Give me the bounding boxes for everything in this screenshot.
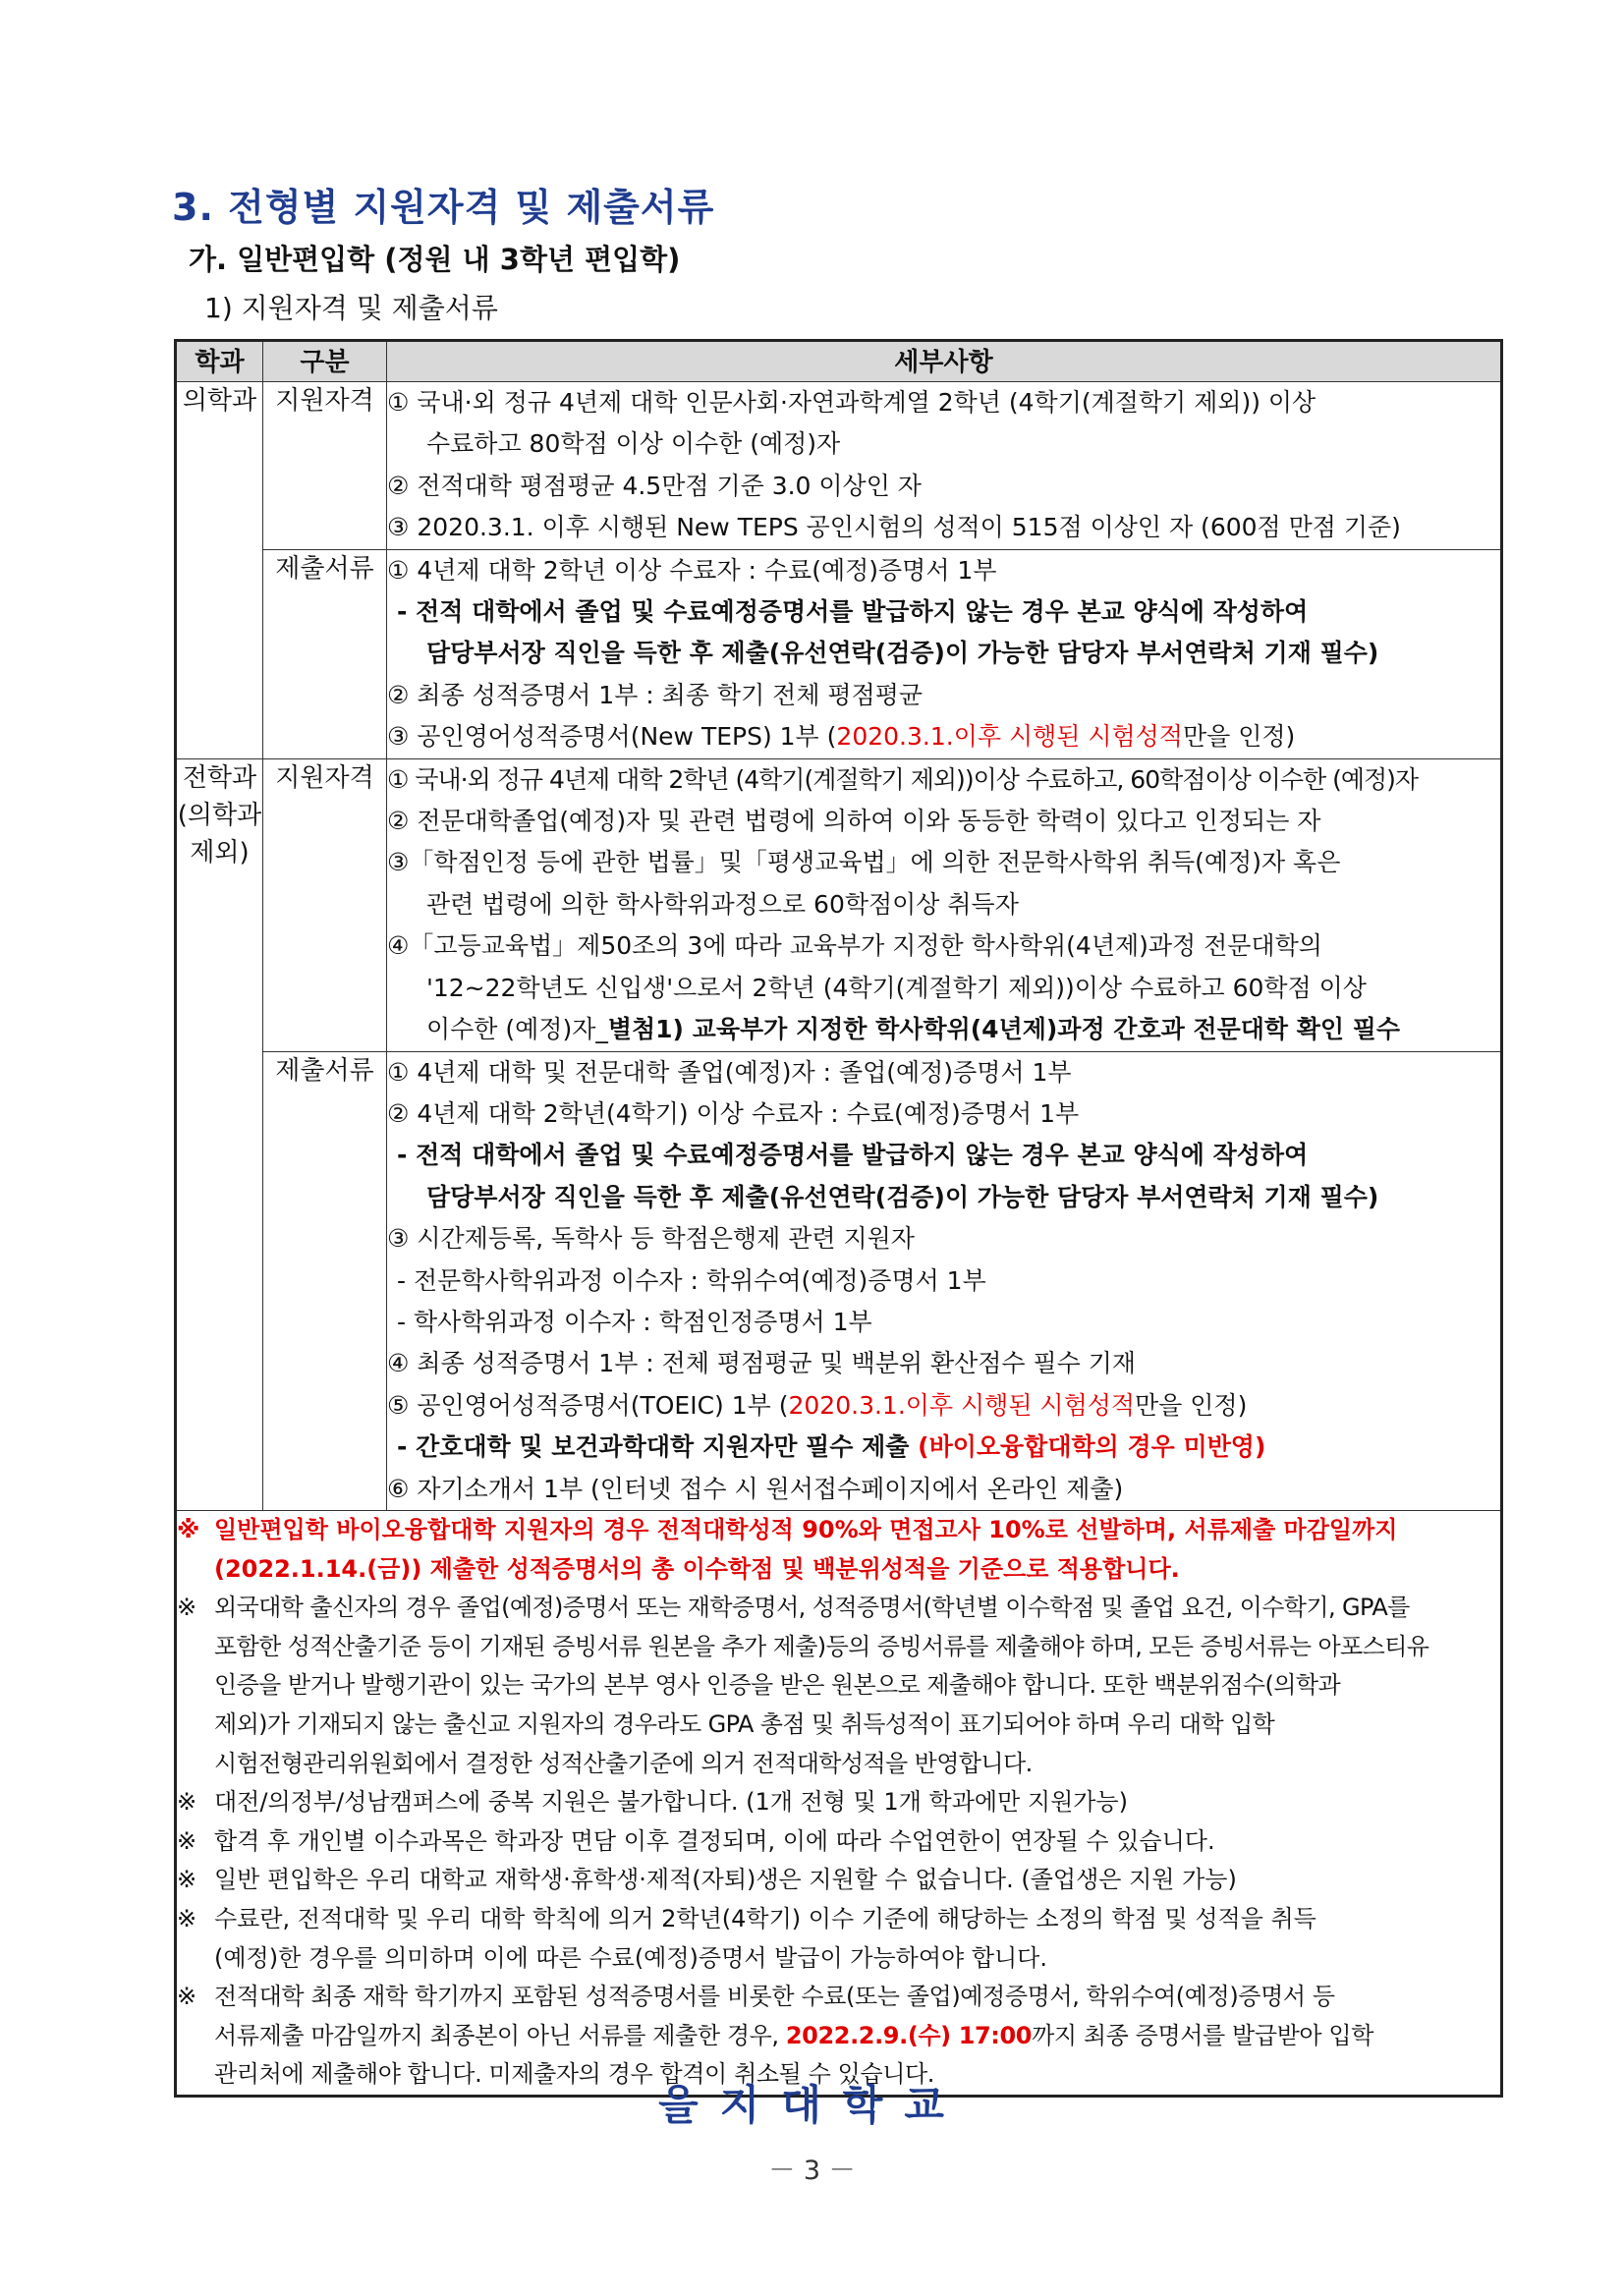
dept-line: 제외) xyxy=(190,837,250,868)
note-mark: ※ xyxy=(177,1904,197,1932)
note-line: 시험전형관리위원회에서 결정한 성적산출기준에 의거 전적대학성적을 반영합니다. xyxy=(214,1749,1033,1777)
note-line: 일반편입학 바이오융합대학 지원자의 경우 전적대학성적 90%와 면접고사 10%로 선발하며, 서류제출 마감일까지 xyxy=(214,1515,1398,1543)
bold-text: 별첨1) 교육부가 지정한 학사학위(4년제)과정 간호과 전문대학 확인 필수 xyxy=(607,1015,1401,1044)
header-dept: 학과 xyxy=(176,341,263,382)
note-mark: ※ xyxy=(177,1983,197,2011)
detail-line: - 전적 대학에서 졸업 및 수료예정증명서를 발급하지 않는 경우 본교 양식에 작성하여 xyxy=(397,1141,1309,1170)
section-subtitle: 가. 일반편입학 (정원 내 3학년 편입학) xyxy=(189,243,681,276)
table-row xyxy=(176,382,1502,550)
note-line xyxy=(214,2017,1500,2056)
detail-line: 수료하고 80학점 이상 이수한 (예정)자 xyxy=(426,429,841,459)
highlight-text: (바이오융합대학의 경우 미반영) xyxy=(918,1432,1266,1462)
note-text: 서류제출 마감일까지 최종본이 아닌 서류를 제출한 경우, xyxy=(214,2021,786,2049)
detail-line: ① 4년제 대학 및 전문대학 졸업(예정)자 : 졸업(예정)증명서 1부 xyxy=(387,1057,1072,1087)
detail-line: ⑥ 자기소개서 1부 (인터넷 접수 시 원서접수페이지에서 온라인 제출) xyxy=(387,1474,1124,1503)
note-text: 까지 최종 증명서를 발급받아 입학 xyxy=(1032,2021,1373,2049)
bold-text: - 간호대학 및 보건과학대학 지원자만 필수 제출 xyxy=(397,1432,919,1462)
note-item xyxy=(177,1900,1500,1978)
dept-medicine: 의학과 xyxy=(176,382,263,759)
detail-line xyxy=(387,1009,1500,1050)
detail-text: 만을 인정) xyxy=(1135,1390,1248,1420)
note-line: 제외)가 기재되지 않는 출신교 지원자의 경우라도 GPA 총점 및 취득성적이 표기되어야 하며 우리 대학 입학 xyxy=(214,1709,1275,1738)
page-number: － 3 － xyxy=(768,2156,856,2186)
category-qualification: 지원자격 xyxy=(263,758,387,1051)
qualification-table xyxy=(174,339,1503,2098)
detail-text: ③ 공인영어성적증명서(New TEPS) 1부 ( xyxy=(387,722,837,752)
notes-row xyxy=(176,1510,1502,2096)
note-mark: ※ xyxy=(177,1866,197,1894)
note-mark: ※ xyxy=(177,1594,197,1622)
note-line: 포함한 성적산출기준 등이 기재된 증빙서류 원본을 추가 제출)등의 증빙서류를 제출해야 하며, 모든 증빙서류는 아포스티유 xyxy=(214,1632,1429,1660)
note-line: 전적대학 최종 재학 학기까지 포함된 성적증명서를 비롯한 수료(또는 졸업)예정증명서, 학위수여(예정)증명서 등 xyxy=(214,1983,1335,2011)
category-documents: 제출서류 xyxy=(263,549,387,758)
note-line: 외국대학 출신자의 경우 졸업(예정)증명서 또는 재학증명서, 성적증명서(학년별 이수학점 및 졸업 요건, 이수학기, GPA를 xyxy=(214,1594,1410,1622)
note-item xyxy=(177,1589,1500,1783)
note-line: (예정)한 경우를 의미하며 이에 따른 수료(예정)증명서 발급이 가능하여야 합니다. xyxy=(214,1943,1047,1972)
note-line: 인증을 받거나 발행기관이 있는 국가의 본부 영사 인증을 받은 원본으로 제출해야 합니다. 또한 백분위점수(의학과 xyxy=(214,1671,1341,1700)
dept-all-except-medicine xyxy=(176,758,263,1510)
detail-line: ③「학점인정 등에 관한 법률」및「평생교육법」에 의한 전문학사학위 취득(예정)자 혹은 xyxy=(387,848,1341,877)
detail-line: - 전문학사학위과정 이수자 : 학위수여(예정)증명서 1부 xyxy=(397,1265,986,1295)
table-row xyxy=(176,758,1502,1051)
subsection-title: 1) 지원자격 및 제출서류 xyxy=(204,292,498,324)
detail-line: - 전적 대학에서 졸업 및 수료예정증명서를 발급하지 않는 경우 본교 양식에 작성하여 xyxy=(397,597,1309,627)
note-mark: ※ xyxy=(177,1515,200,1543)
detail-line: 담당부서장 직인을 득한 후 제출(유선연락(검증)이 가능한 담당자 부서연락처 기재 필수) xyxy=(426,1182,1379,1211)
medicine-qualification-details xyxy=(387,382,1502,550)
detail-text: 이수한 (예정)자_ xyxy=(426,1015,608,1044)
note-mark: ※ xyxy=(177,1788,197,1817)
note-line: 일반 편입학은 우리 대학교 재학생·휴학생·제적(자퇴)생은 지원할 수 없습니다. (졸업생은 지원 가능) xyxy=(214,1866,1237,1894)
detail-line: '12~22학년도 신입생'으로서 2학년 (4학기(계절학기 제외))이상 수료하고 60학점 이상 xyxy=(426,973,1367,1002)
university-logo-text: 을지대학교 xyxy=(658,2081,966,2129)
note-line: 수료란, 전적대학 및 우리 대학 학칙에 의거 2학년(4학기) 이수 기준에 해당하는 소정의 학점 및 성적을 취득 xyxy=(214,1904,1316,1932)
detail-line: ① 4년제 대학 2학년 이상 수료자 : 수료(예정)증명서 1부 xyxy=(387,555,997,585)
notes-cell xyxy=(176,1510,1502,2096)
detail-line: 담당부서장 직인을 득한 후 제출(유선연락(검증)이 가능한 담당자 부서연락처 기재 필수) xyxy=(426,639,1379,668)
transfer-document-details xyxy=(387,1051,1502,1510)
detail-line: ③ 시간제등록, 독학사 등 학점은행제 관련 지원자 xyxy=(387,1224,915,1254)
note-line: (2022.1.14.(금)) 제출한 성적증명서의 총 이수학점 및 백분위성적을 기준으로 적용합니다. xyxy=(214,1554,1180,1583)
detail-line: ④「고등교육법」제50조의 3에 따라 교육부가 지정한 학사학위(4년제)과정 전문대학의 xyxy=(387,931,1322,961)
header-details: 세부사항 xyxy=(387,341,1502,382)
highlight-text: 2020.3.1.이후 시행된 시험성적 xyxy=(788,1390,1136,1420)
detail-line: ③ 2020.3.1. 이후 시행된 New TEPS 공인시험의 성적이 515점 이상인 자 (600점 만점 기준) xyxy=(387,513,1401,542)
section-title: 3. 전형별 지원자격 및 제출서류 xyxy=(172,186,715,229)
detail-line: ① 국내·외 정규 4년제 대학 인문사회·자연과학계열 2학년 (4학기(계절학기 제외)) 이상 xyxy=(387,388,1316,417)
medicine-document-details xyxy=(387,549,1502,758)
detail-line: ② 최종 성적증명서 1부 : 최종 학기 전체 평점평균 xyxy=(387,680,924,709)
detail-line xyxy=(387,716,1500,757)
deadline-text: 2022.2.9.(수) 17:00 xyxy=(785,2021,1033,2049)
highlight-text: 2020.3.1.이후 시행된 시험성적 xyxy=(836,722,1183,752)
note-line: 합격 후 개인별 이수과목은 학과장 면담 이후 결정되며, 이에 따라 수업연한이 연장될 수 있습니다. xyxy=(214,1826,1215,1855)
note-line: 대전/의정부/성남캠퍼스에 중복 지원은 불가합니다. (1개 전형 및 1개 학과에만 지원가능) xyxy=(214,1788,1128,1817)
note-item xyxy=(177,1822,1500,1862)
detail-line xyxy=(387,1385,1500,1427)
detail-line: ④ 최종 성적증명서 1부 : 전체 평점평균 및 백분위 환산점수 필수 기재 xyxy=(387,1349,1137,1378)
category-documents: 제출서류 xyxy=(263,1051,387,1510)
note-line: 관리처에 제출해야 합니다. 미제출자의 경우 합격이 취소될 수 있습니다. xyxy=(214,2060,935,2089)
detail-line: ② 전적대학 평점평균 4.5만점 기준 3.0 이상인 자 xyxy=(387,471,922,500)
note-item xyxy=(177,1511,1500,1589)
note-item xyxy=(177,1783,1500,1822)
detail-line xyxy=(387,1427,1500,1468)
note-mark: ※ xyxy=(177,1826,197,1855)
detail-line: - 학사학위과정 이수자 : 학점인정증명서 1부 xyxy=(397,1307,872,1336)
table-header-row xyxy=(176,341,1502,382)
detail-text: 만을 인정) xyxy=(1182,722,1296,752)
dept-line: 전학과 xyxy=(182,762,257,793)
category-qualification: 지원자격 xyxy=(263,382,387,550)
detail-line: ② 전문대학졸업(예정)자 및 관련 법령에 의하여 이와 동등한 학력이 있다고 인정되는 자 xyxy=(387,807,1321,836)
detail-line: ② 4년제 대학 2학년(4학기) 이상 수료자 : 수료(예정)증명서 1부 xyxy=(387,1098,1080,1128)
note-item xyxy=(177,1861,1500,1900)
detail-line: 관련 법령에 의한 학사학위과정으로 60학점이상 취득자 xyxy=(426,889,1019,919)
detail-line: ① 국내·외 정규 4년제 대학 2학년 (4학기(계절학기 제외))이상 수료하고, 60학점이상 이수한 (예정)자 xyxy=(387,764,1419,794)
table-row xyxy=(176,1051,1502,1510)
detail-text: ⑤ 공인영어성적증명서(TOEIC) 1부 ( xyxy=(387,1390,789,1420)
transfer-qualification-details xyxy=(387,758,1502,1051)
table-row xyxy=(176,549,1502,758)
dept-line: (의학과 xyxy=(177,800,262,830)
header-category: 구분 xyxy=(263,341,387,382)
